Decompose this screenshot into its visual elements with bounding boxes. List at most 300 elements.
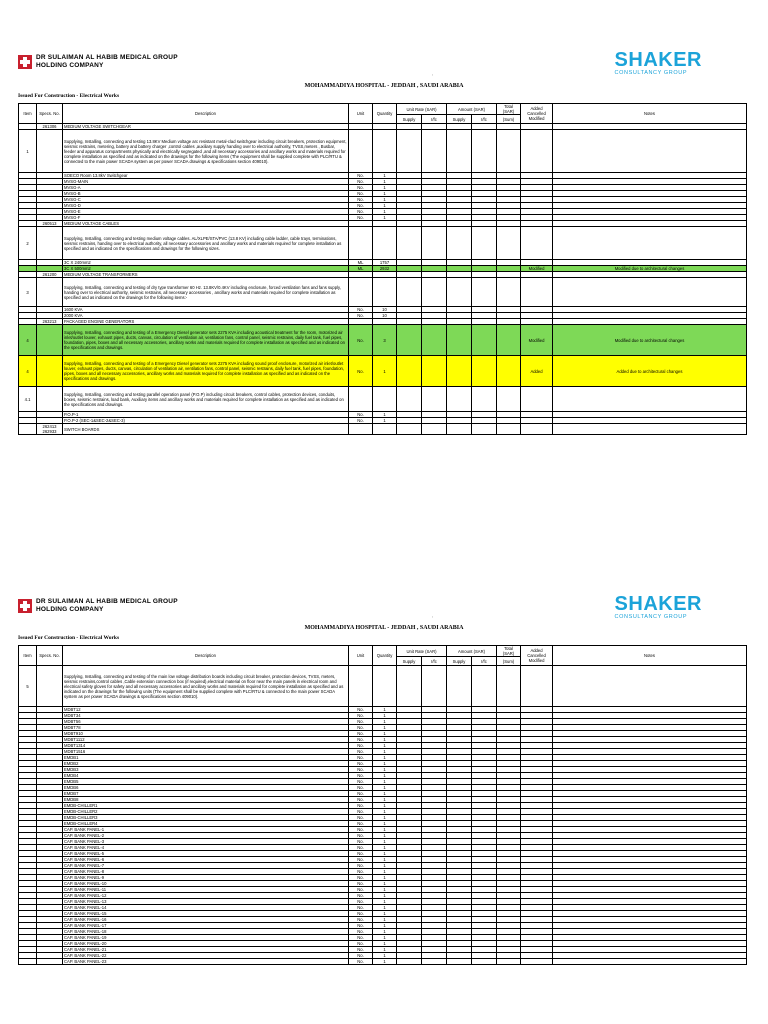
unit-cell xyxy=(349,227,373,260)
description-cell: MEDIUM VOLTAGE SWITCHGEAR xyxy=(63,124,349,130)
unit-cell: No. xyxy=(349,707,373,713)
item-cell xyxy=(19,959,37,965)
description-cell: Supplying, Installing, connecting and testing medium voltage cables. AL/XLPE/STA/PVC (13.8 KV) including cable ladder, cable trays, terminations, seismic restrains, handing over to electrical authority, all necessary accessories and ancillary works and materials required for complete installation as specified and as indicated on the specifications and drawings for the following sizes. xyxy=(63,227,349,260)
description-cell: Supplying, Installing, connecting and testing of a Emergency Diesel generator sets 2275 KVA including acoustical treatment for the room, motorized air inlet/outlet louver, exhaust pipes, ducts, canvas, circulation of ventilation air, ventilation fans, control panel, seismic restrains, daily fuel tank, fuel pipes, foundation, pipes, boxes and all necessary accessories, ancillary works and materials required for complete installation as specified and as indicated on the specifications and drawings. xyxy=(63,325,349,356)
quantity-cell: 1 xyxy=(373,719,397,725)
quantity-cell: 1 xyxy=(373,761,397,767)
col-total-sum: (Sum) xyxy=(497,657,521,666)
col-item: Item xyxy=(19,104,37,124)
unit-cell: No. xyxy=(349,839,373,845)
description-cell: EMDB6 xyxy=(63,785,349,791)
table-header xyxy=(19,104,747,124)
quantity-cell: 1 xyxy=(373,215,397,221)
col-description: Description xyxy=(63,646,349,666)
table-header xyxy=(19,646,747,666)
unit-cell: No. xyxy=(349,911,373,917)
rate-ifc-cell xyxy=(422,356,447,387)
quantity-cell: 1 xyxy=(373,755,397,761)
unit-cell: No. xyxy=(349,953,373,959)
unit-cell: No. xyxy=(349,761,373,767)
unit-cell: ML xyxy=(349,260,373,266)
amount-ifc-cell xyxy=(472,227,497,260)
total-cell xyxy=(497,227,521,260)
unit-cell: No. xyxy=(349,191,373,197)
description-cell: EMDB4 xyxy=(63,773,349,779)
quantity-cell: 1757 xyxy=(373,260,397,266)
description-cell: CAP. BANK PANEL-3 xyxy=(63,839,349,845)
description-cell: Supplying, Installing, connecting and testing of a Emergency Diesel generator sets 2275 KVA including sound proof enclosure, motorized air inlet/outlet louver, exhaust pipes, ducts, canvas, circulation of ventilation air, ventilation fans, control panel, seismic restrains, daily fuel tank, fuel pipes, foundation, pipes, boxes and all necessary accessories, ancillary works and materials required for complete installation as specified and as indicated on the specifications and drawings. xyxy=(63,356,349,387)
description-cell: MEDIUM VOLTAGE TRANSFORMERS xyxy=(63,272,349,278)
unit-cell: No. xyxy=(349,803,373,809)
unit-cell: No. xyxy=(349,821,373,827)
rate-ifc-cell xyxy=(422,325,447,356)
spec-cell: 261306 xyxy=(37,124,63,130)
description-cell: CAP. BANK PANEL-21 xyxy=(63,947,349,953)
description-cell: CAP. BANK PANEL-19 xyxy=(63,935,349,941)
project-title: MOHAMMADIYA HOSPITAL - JEDDAH , SAUDI ARABIA xyxy=(304,625,464,631)
quantity-cell xyxy=(373,278,397,307)
quantity-cell: 1 xyxy=(373,779,397,785)
notes-cell xyxy=(553,130,747,173)
spec-cell: 263213 xyxy=(37,319,63,325)
status-cell xyxy=(521,387,553,412)
description-cell: CAP. BANK PANEL-22 xyxy=(63,953,349,959)
description-cell: P.O.P-2 (SEC-1&SEC-2&SEC-3) xyxy=(63,418,349,424)
consultant-subtitle: CONSULTANCY GROUP xyxy=(614,614,688,620)
quantity-cell: 1 xyxy=(373,905,397,911)
unit-cell: No. xyxy=(349,313,373,319)
col-spec: Specs. No. xyxy=(37,646,63,666)
notes-cell xyxy=(553,387,747,412)
description-cell: CAP. BANK PANEL-8 xyxy=(63,869,349,875)
description-cell: P.O.P-1 xyxy=(63,412,349,418)
spec-cell xyxy=(37,278,63,307)
quantity-cell: 1 xyxy=(373,785,397,791)
unit-cell: No. xyxy=(349,863,373,869)
unit-cell: No. xyxy=(349,791,373,797)
status-cell xyxy=(521,424,553,435)
unit-cell: ML xyxy=(349,266,373,272)
description-cell: MDBT1314 xyxy=(63,743,349,749)
unit-cell: No. xyxy=(349,815,373,821)
unit-cell: No. xyxy=(349,773,373,779)
quantity-cell: 1 xyxy=(373,803,397,809)
unit-cell: No. xyxy=(349,785,373,791)
quantity-cell: 1 xyxy=(373,191,397,197)
col-unit: Unit xyxy=(349,646,373,666)
quantity-cell: 1 xyxy=(373,749,397,755)
amount-supply-cell xyxy=(447,278,472,307)
client-logo xyxy=(18,598,178,614)
quantity-cell: 1 xyxy=(373,845,397,851)
unit-cell: No. xyxy=(349,731,373,737)
unit-cell: No. xyxy=(349,185,373,191)
quantity-cell: 1 xyxy=(373,917,397,923)
col-amount: Amount (SAR) xyxy=(447,104,497,115)
unit-cell: No. xyxy=(349,935,373,941)
rate-supply-cell xyxy=(397,959,422,965)
unit-cell: No. xyxy=(349,797,373,803)
quantity-cell: 1 xyxy=(373,412,397,418)
unit-cell: No. xyxy=(349,779,373,785)
item-cell: 5 xyxy=(19,666,37,707)
amount-supply-cell xyxy=(447,325,472,356)
quantity-cell: 1 xyxy=(373,827,397,833)
description-cell: SOECO Room 13.8kV Switchgear xyxy=(63,173,349,179)
amount-ifc-cell xyxy=(472,387,497,412)
description-cell: Supplying, Installing, connecting and testing 13.8KV Medium voltage arc resistant metal-clad switchgear including circuit breakers, protection equipment, seismic restrains, metering, battery and battery charger ,control cables ,auxiliary supply handing over to electrical authority, TVSS,meters , Busbar, feeder and apparatus compartments physically and electrically segregated ,and all necessary accessories and ancillary works and materials required for complete installation as specified and as indicated on the drawings for the following items (The equipment shall be supplied complete with PLC/RTU & connected to the main power SCADA system as per power SCADA drawings & specifications section 409010). xyxy=(63,130,349,173)
quantity-cell: 1 xyxy=(373,869,397,875)
client-name-line2: HOLDING COMPANY xyxy=(36,62,104,69)
unit-cell: No. xyxy=(349,923,373,929)
unit-cell: No. xyxy=(349,959,373,965)
rate-ifc-cell xyxy=(422,130,447,173)
col-rate-ifc: I/fc xyxy=(422,115,447,124)
boq-table xyxy=(18,103,747,435)
notes-cell xyxy=(553,227,747,260)
spec-cell xyxy=(37,227,63,260)
col-total: Total (SAR) xyxy=(497,104,521,115)
item-cell: 4 xyxy=(19,325,37,356)
col-item: Item xyxy=(19,646,37,666)
description-cell: MDBT78 xyxy=(63,725,349,731)
col-total: Total (SAR) xyxy=(497,646,521,657)
quantity-cell: 1 xyxy=(373,767,397,773)
description-cell: CAP. BANK PANEL-7 xyxy=(63,863,349,869)
unit-cell: No. xyxy=(349,893,373,899)
client-logo xyxy=(18,54,178,70)
rate-ifc-cell xyxy=(422,278,447,307)
quantity-cell: 1 xyxy=(373,851,397,857)
quantity-cell: 1 xyxy=(373,197,397,203)
description-cell: EMDB3 xyxy=(63,767,349,773)
col-amount-supply: Supply xyxy=(447,115,472,124)
boq-table xyxy=(18,645,747,965)
client-name-line1: DR SULAIMAN AL HABIB MEDICAL GROUP xyxy=(36,54,178,61)
unit-cell: No. xyxy=(349,743,373,749)
col-rate-supply: Supply xyxy=(397,115,422,124)
spec-cell xyxy=(37,130,63,173)
quantity-cell: 1 xyxy=(373,953,397,959)
amount-supply-cell xyxy=(447,424,472,435)
rate-supply-cell xyxy=(397,424,422,435)
item-cell: 2 xyxy=(19,227,37,260)
quantity-cell: 1 xyxy=(373,863,397,869)
quantity-cell: 1 xyxy=(373,947,397,953)
client-logo-icon xyxy=(18,599,32,613)
quantity-cell: 1 xyxy=(373,875,397,881)
amount-ifc-cell xyxy=(472,666,497,707)
description-cell: MVSG-B xyxy=(63,191,349,197)
rate-ifc-cell xyxy=(422,227,447,260)
spec-cell: 261200 xyxy=(37,272,63,278)
unit-cell xyxy=(349,278,373,307)
page-mark: , xyxy=(432,71,434,76)
unit-cell: No. xyxy=(349,215,373,221)
description-cell: CAP. BANK PANEL-13 xyxy=(63,899,349,905)
amount-supply-cell xyxy=(447,130,472,173)
client-logo-icon xyxy=(18,55,32,69)
unit-cell: No. xyxy=(349,307,373,313)
quantity-cell: 1 xyxy=(373,713,397,719)
unit-cell xyxy=(349,387,373,412)
notes-cell xyxy=(553,424,747,435)
quantity-cell: 1 xyxy=(373,173,397,179)
quantity-cell: 1 xyxy=(373,839,397,845)
table-row xyxy=(19,959,747,965)
col-unit: Unit xyxy=(349,104,373,124)
col-notes: Notes xyxy=(553,104,747,124)
col-rate-ifc: I/fc xyxy=(422,657,447,666)
rate-supply-cell xyxy=(397,387,422,412)
total-cell xyxy=(497,325,521,356)
unit-cell: No. xyxy=(349,887,373,893)
col-description: Description xyxy=(63,104,349,124)
description-cell: 1600 KVA xyxy=(63,307,349,313)
quantity-cell: 1 xyxy=(373,725,397,731)
col-status: Added Cancelled Modified xyxy=(521,646,553,666)
status-cell xyxy=(521,227,553,260)
col-amount-ifc: I/fc xyxy=(472,115,497,124)
amount-ifc-cell xyxy=(472,325,497,356)
amount-supply-cell xyxy=(447,387,472,412)
quantity-cell: 10 xyxy=(373,307,397,313)
quantity-cell: 1 xyxy=(373,179,397,185)
rate-ifc-cell xyxy=(422,387,447,412)
unit-cell: No. xyxy=(349,356,373,387)
page-mark: , xyxy=(432,613,434,618)
unit-cell: No. xyxy=(349,857,373,863)
consultant-logo xyxy=(615,594,702,620)
unit-cell: No. xyxy=(349,749,373,755)
unit-cell: No. xyxy=(349,713,373,719)
unit-cell: No. xyxy=(349,418,373,424)
description-cell: MDBT12 xyxy=(63,707,349,713)
quantity-cell: 1 xyxy=(373,356,397,387)
quantity-cell: 1 xyxy=(373,929,397,935)
table-row xyxy=(19,666,747,707)
notes-cell: Added due to architectural changes xyxy=(553,356,747,387)
quantity-cell: 1 xyxy=(373,707,397,713)
quantity-cell: 1 xyxy=(373,791,397,797)
notes-cell: Modified due to architectural changes xyxy=(553,266,747,272)
description-cell: CAP. BANK PANEL-11 xyxy=(63,887,349,893)
rate-ifc-cell xyxy=(422,666,447,707)
status-cell: Added xyxy=(521,356,553,387)
unit-cell: No. xyxy=(349,869,373,875)
description-cell: MDBT34 xyxy=(63,713,349,719)
consultant-subtitle: CONSULTANCY GROUP xyxy=(614,70,688,76)
description-cell: CAP. BANK PANEL-15 xyxy=(63,911,349,917)
description-cell: CAP. BANK PANEL-20 xyxy=(63,941,349,947)
unit-cell xyxy=(349,666,373,707)
rate-supply-cell xyxy=(397,666,422,707)
quantity-cell: 1 xyxy=(373,185,397,191)
description-cell: MDBT1516 xyxy=(63,749,349,755)
status-cell xyxy=(521,130,553,173)
description-cell: Supplying, Installing, connecting and testing of the main low voltage distribution boards including circuit breaker, protection devices, TVSS, meters, seismic restrains,control cables ,Cable extension connection box (if required),electrical material on floor near the main panels in electrical room and electrical safety gloves for safety and all necessary accessories and ancillary works and materials required for complete installation as specified and as indicated on the drawings for the following units (The equipment shall be supplied complete with PLC/RTU & connected to the main power SCADA system as per power SCADA drawings & specifications section 409010). xyxy=(63,666,349,707)
quantity-cell: 1 xyxy=(373,941,397,947)
description-cell: CAP. BANK PANEL-5 xyxy=(63,851,349,857)
rate-supply-cell xyxy=(397,227,422,260)
rate-ifc-cell xyxy=(422,424,447,435)
unit-cell: No. xyxy=(349,881,373,887)
quantity-cell: 2932 xyxy=(373,266,397,272)
unit-cell: No. xyxy=(349,755,373,761)
description-cell: CAP. BANK PANEL-1 xyxy=(63,827,349,833)
col-amount: Amount (SAR) xyxy=(447,646,497,657)
status-cell xyxy=(521,666,553,707)
table-body xyxy=(19,666,747,965)
description-cell: CAP. BANK PANEL-18 xyxy=(63,929,349,935)
notes-cell xyxy=(553,959,747,965)
description-cell: CAP. BANK PANEL-14 xyxy=(63,905,349,911)
unit-cell: No. xyxy=(349,941,373,947)
spec-cell xyxy=(37,666,63,707)
quantity-cell: 1 xyxy=(373,737,397,743)
quantity-cell: 1 xyxy=(373,209,397,215)
amount-supply-cell xyxy=(447,227,472,260)
col-spec: Specs. No. xyxy=(37,104,63,124)
unit-cell: No. xyxy=(349,845,373,851)
spec-cell xyxy=(37,387,63,412)
quantity-cell: 1 xyxy=(373,911,397,917)
table-row xyxy=(19,356,747,387)
col-notes: Notes xyxy=(553,646,747,666)
description-cell: CAP. BANK PANEL-9 xyxy=(63,875,349,881)
spec-cell xyxy=(37,325,63,356)
description-cell: MVSG-D xyxy=(63,203,349,209)
client-name-line1: DR SULAIMAN AL HABIB MEDICAL GROUP xyxy=(36,598,178,605)
item-cell: 4 xyxy=(19,356,37,387)
rate-supply-cell xyxy=(397,278,422,307)
quantity-cell xyxy=(373,387,397,412)
item-cell xyxy=(19,424,37,435)
unit-cell: No. xyxy=(349,827,373,833)
quantity-cell xyxy=(373,666,397,707)
spec-cell xyxy=(37,959,63,965)
description-cell: CAP. BANK PANEL-4 xyxy=(63,845,349,851)
issue-status: Issued For Construction - Electrical Works xyxy=(18,635,120,641)
unit-cell: No. xyxy=(349,929,373,935)
notes-cell: Modified due to architectural changes xyxy=(553,325,747,356)
quantity-cell xyxy=(373,424,397,435)
item-cell: 1 xyxy=(19,130,37,173)
unit-cell: No. xyxy=(349,809,373,815)
col-rate-supply: Supply xyxy=(397,657,422,666)
description-cell: MVSG-A xyxy=(63,185,349,191)
description-cell: 3C X 500mm2 xyxy=(63,266,349,272)
amount-ifc-cell xyxy=(472,959,497,965)
unit-cell: No. xyxy=(349,725,373,731)
col-amount-ifc: I/fc xyxy=(472,657,497,666)
total-cell xyxy=(497,278,521,307)
col-unit-rate: Unit Rate (SAR) xyxy=(397,646,447,657)
quantity-cell: 1 xyxy=(373,731,397,737)
description-cell: MDBT56 xyxy=(63,719,349,725)
client-name-line2: HOLDING COMPANY xyxy=(36,606,104,613)
table-body xyxy=(19,124,747,435)
description-cell: CAP. BANK PANEL-2 xyxy=(63,833,349,839)
quantity-cell: 1 xyxy=(373,833,397,839)
description-cell: MVSG-C xyxy=(63,197,349,203)
total-cell xyxy=(497,959,521,965)
unit-cell: No. xyxy=(349,767,373,773)
quantity-cell: 1 xyxy=(373,773,397,779)
description-cell: MVSG-E xyxy=(63,209,349,215)
total-cell xyxy=(497,387,521,412)
amount-supply-cell xyxy=(447,666,472,707)
quantity-cell: 1 xyxy=(373,881,397,887)
quantity-cell: 1 xyxy=(373,893,397,899)
quantity-cell: 1 xyxy=(373,887,397,893)
status-cell xyxy=(521,278,553,307)
quantity-cell: 1 xyxy=(373,923,397,929)
description-cell: EMDB1 xyxy=(63,755,349,761)
description-cell: CAP. BANK PANEL-17 xyxy=(63,923,349,929)
amount-ifc-cell xyxy=(472,278,497,307)
unit-cell: No. xyxy=(349,197,373,203)
table-row xyxy=(19,325,747,356)
description-cell: SWITCH BOARDS xyxy=(63,424,349,435)
total-cell xyxy=(497,356,521,387)
unit-cell: No. xyxy=(349,737,373,743)
quantity-cell: 1 xyxy=(373,899,397,905)
rate-supply-cell xyxy=(397,130,422,173)
quantity-cell: 1 xyxy=(373,821,397,827)
description-cell: Supplying, Installing, connecting and testing parallel operation panel (P.O.P) including circuit breakers, control cables, protection devices, conduits, boxes, seismic restrains, load bank, Auxiliary items and ancillary works and materials required for complete installation as specified and as indicated on the specifications and drawings. xyxy=(63,387,349,412)
quantity-cell xyxy=(373,130,397,173)
rate-ifc-cell xyxy=(422,959,447,965)
unit-cell: No. xyxy=(349,325,373,356)
amount-supply-cell xyxy=(447,959,472,965)
unit-cell: No. xyxy=(349,412,373,418)
description-cell: MEDIUM VOLTAGE CABLES xyxy=(63,221,349,227)
quantity-cell: 10 xyxy=(373,313,397,319)
description-cell: EMDB5 xyxy=(63,779,349,785)
unit-cell: No. xyxy=(349,905,373,911)
unit-cell xyxy=(349,424,373,435)
quantity-cell: 1 xyxy=(373,418,397,424)
col-quantity: Quantity xyxy=(373,104,397,124)
description-cell: MVSG-MAIN xyxy=(63,179,349,185)
notes-cell xyxy=(553,666,747,707)
amount-ifc-cell xyxy=(472,130,497,173)
col-amount-supply: Supply xyxy=(447,657,472,666)
col-status: Added Cancelled Modified xyxy=(521,104,553,124)
description-cell: EMDB-CHILLER4 xyxy=(63,821,349,827)
col-unit-rate: Unit Rate (SAR) xyxy=(397,104,447,115)
spec-cell: 262413 262933 xyxy=(37,424,63,435)
consultant-logo xyxy=(615,50,702,76)
unit-cell: No. xyxy=(349,203,373,209)
table-row xyxy=(19,227,747,260)
item-cell: 4.1 xyxy=(19,387,37,412)
description-cell: EMDB-CHILLER1 xyxy=(63,803,349,809)
description-cell: CAP. BANK PANEL-23 xyxy=(63,959,349,965)
description-cell: MDBT910 xyxy=(63,731,349,737)
unit-cell: No. xyxy=(349,899,373,905)
quantity-cell: 1 xyxy=(373,935,397,941)
description-cell: MVSG-F xyxy=(63,215,349,221)
quantity-cell: 1 xyxy=(373,815,397,821)
col-total-sum: (Sum) xyxy=(497,115,521,124)
quantity-cell: 3 xyxy=(373,325,397,356)
unit-cell: No. xyxy=(349,209,373,215)
amount-ifc-cell xyxy=(472,356,497,387)
col-quantity: Quantity xyxy=(373,646,397,666)
total-cell xyxy=(497,666,521,707)
